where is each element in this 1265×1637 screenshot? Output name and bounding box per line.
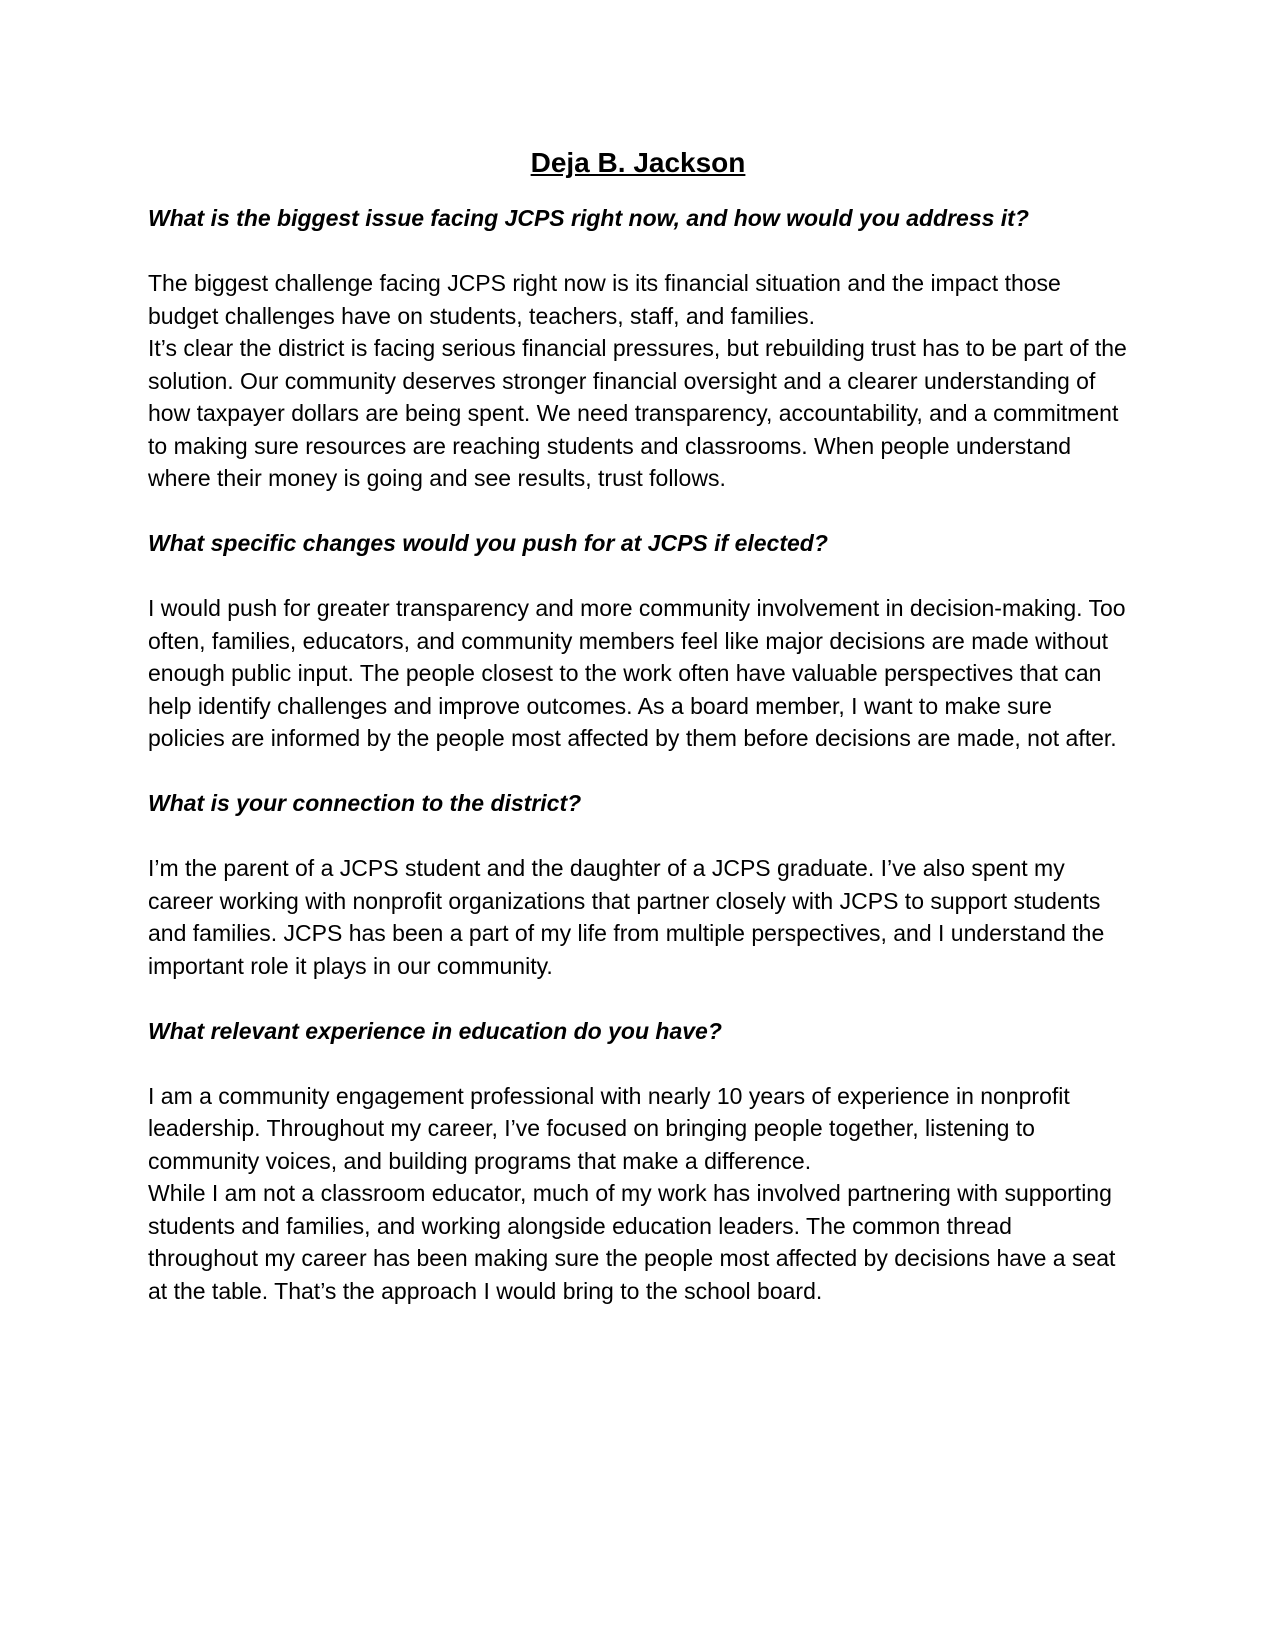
question-3: What is your connection to the district? xyxy=(148,790,582,816)
document-title xyxy=(148,140,1128,186)
answer-1-paragraph-2: It’s clear the district is facing serious financial pressures, but rebuilding trust has to be part of the solution. Our community deserves stronger financial oversight and a clearer understanding of how taxpayer dollars are being spent. We need transparency, accountability, and a commitment to making sure resources are reaching students and classrooms. When people understand where their money is going and see results, trust follows. xyxy=(148,335,1127,491)
answer-2 xyxy=(148,592,1128,755)
answer-4-paragraph-1: I am a community engagement professional with nearly 10 years of experience in nonprofit leadership. Throughout my career, I’ve focused on bringing people together, listening to community voices, and building programs that make a difference. xyxy=(148,1082,1070,1174)
answer-2-paragraph-1: I would push for greater transparency and more community involvement in decision-making. Too often, families, educators, and community members feel like major decisions are made without enough public input. The people closest to the work often have valuable perspectives that can help identify challenges and improve outcomes. As a board member, I want to make sure policies are informed by the people most affected by them before decisions are made, not after. xyxy=(148,595,1126,751)
answer-4-paragraph-2: While I am not a classroom educator, much of my work has involved partnering with supporting students and families, and working alongside education leaders. The common thread throughout my career has been making sure the people most affected by decisions have a seat at the table. That’s the approach I would bring to the school board. xyxy=(148,1180,1116,1304)
answer-1-paragraph-1: The biggest challenge facing JCPS right now is its financial situation and the impact those budget challenges have on students, teachers, staff, and families. xyxy=(148,270,1061,329)
document-title-text: Deja B. Jackson xyxy=(530,147,746,178)
answer-1 xyxy=(148,267,1128,495)
question-1: What is the biggest issue facing JCPS right now, and how would you address it? xyxy=(148,205,1029,231)
answer-3 xyxy=(148,852,1128,982)
question-4: What relevant experience in education do you have? xyxy=(148,1017,722,1044)
question-2: What specific changes would you push for at JCPS if elected? xyxy=(148,530,828,556)
answer-3-paragraph-1: I’m the parent of a JCPS student and the daughter of a JCPS graduate. I’ve also spent my career working with nonprofit organizations that partner closely with JCPS to support students and families. JCPS has been a part of my life from multiple perspectives, and I understand the important role it plays in our community. xyxy=(148,855,1105,979)
document-page xyxy=(148,140,1128,1340)
answer-4 xyxy=(148,1080,1128,1308)
